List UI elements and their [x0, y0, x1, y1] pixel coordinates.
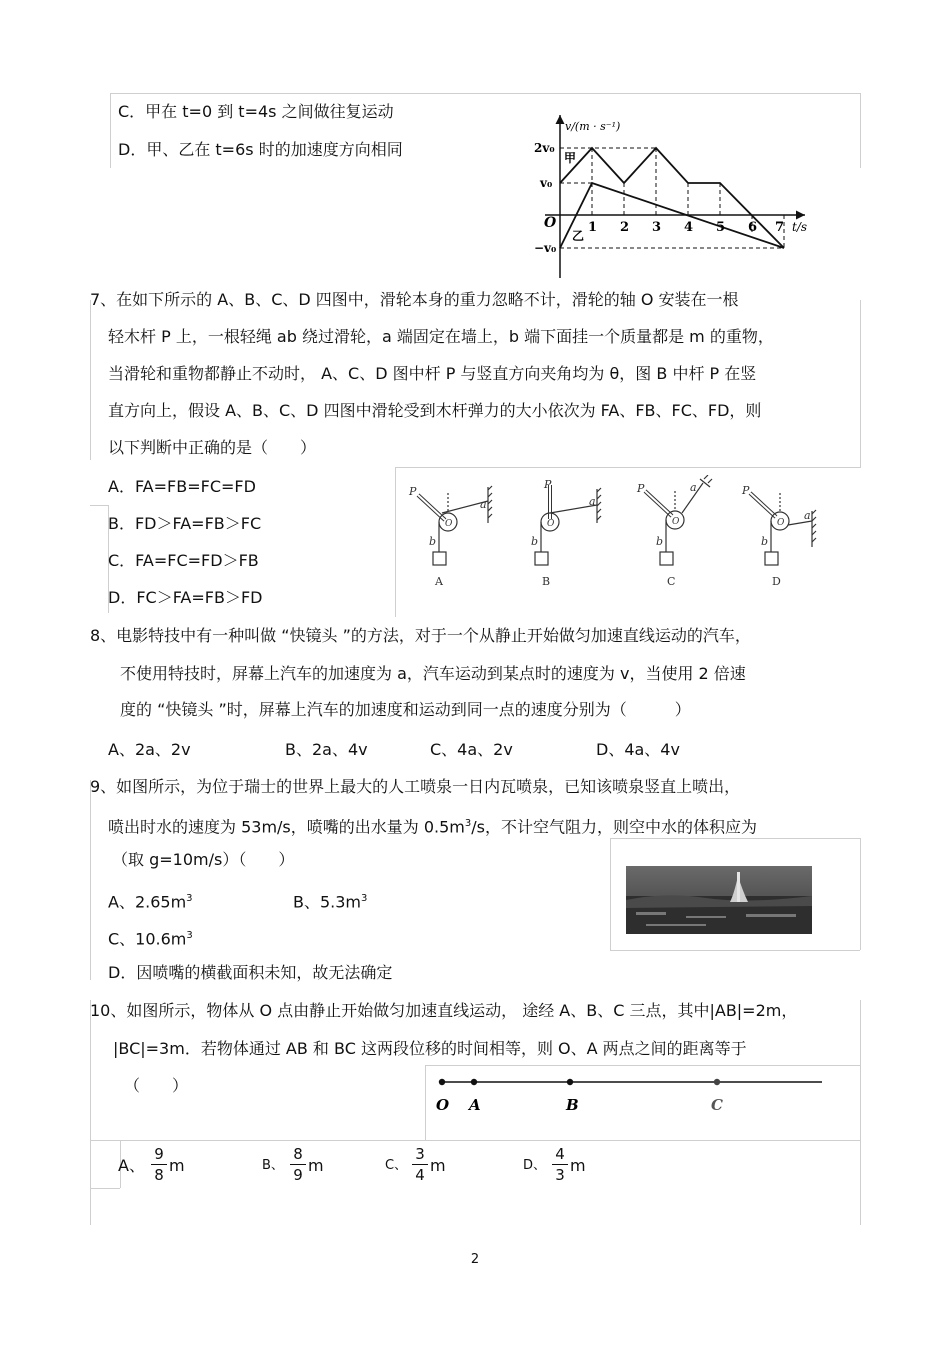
label-a: a: [480, 498, 487, 511]
q10-option-d-unit: m: [570, 1156, 586, 1175]
point-b-label: B: [566, 1096, 579, 1114]
frame-line: [90, 505, 108, 506]
pulley-figure-d: [750, 493, 816, 565]
point-o-label: O: [436, 1096, 450, 1114]
label-a: a: [589, 495, 596, 508]
y-tick-neg-v0: −v₀: [534, 241, 557, 255]
denominator: 8: [154, 1166, 164, 1184]
y-tick-2v0: 2v₀: [534, 141, 555, 155]
velocity-time-graph: [520, 100, 820, 285]
q7-line-2: 轻木杆 P 上，一根轻绳 ab 绕过滑轮，a 端固定在墙上，b 端下面挂一个质量都是 m 的重物，: [108, 327, 774, 346]
q10-option-b-unit: m: [308, 1156, 324, 1175]
label-p: P: [544, 478, 552, 491]
q10-line-2: |BC|=3m．若物体通过 AB 和 BC 这两段位移的时间相等，则 O、A 两点之间的距离等于: [113, 1039, 747, 1058]
q6-option-c: C．甲在 t=0 到 t=4s 之间做往复运动: [118, 102, 394, 121]
q8-option-a: A、2a、2v: [108, 740, 191, 759]
frame-line: [90, 1000, 91, 1225]
q10-option-b-fraction: [290, 1145, 306, 1184]
x-tick: 2: [620, 220, 630, 235]
q10-option-c-prefix: C、: [385, 1158, 408, 1173]
q6-option-d: D．甲、乙在 t=6s 时的加速度方向相同: [118, 140, 403, 159]
x-tick: 5: [716, 220, 726, 235]
y-tick-v0: v₀: [540, 176, 553, 190]
label-p: P: [637, 482, 645, 495]
q9-option-a: [108, 889, 193, 912]
frame-line: [610, 838, 860, 839]
pulley-figures: [400, 475, 840, 600]
q7-option-b: B．FD＞FA=FB＞FC: [108, 514, 262, 533]
label-b: b: [531, 535, 539, 548]
q9-option-b-text: B、5.3m: [293, 892, 362, 912]
q8-option-d: D、4a、4v: [596, 740, 680, 759]
label-b: b: [429, 535, 437, 548]
label-a: a: [804, 509, 811, 522]
q9-option-c-sup: 3: [186, 930, 193, 941]
fountain-photo: [626, 866, 812, 934]
frame-line: [610, 838, 611, 950]
q10-option-a-fraction: [151, 1145, 167, 1184]
x-tick: 6: [748, 220, 758, 235]
frame-line: [860, 838, 861, 950]
q10-option-c-fraction: [412, 1145, 428, 1184]
label-o: O: [445, 519, 453, 529]
q7-line-4: 直方向上，假设 A、B、C、D 四图中滑轮受到木杆弹力的大小依次为 FA、FB、FC、FD，则: [108, 401, 762, 420]
numerator: 9: [154, 1145, 164, 1163]
label-p: P: [409, 485, 417, 498]
q8-line-1: 8、电影特技中有一种叫做 “快镜头 ”的方法，对于一个从静止开始做匀加速直线运动的汽车，: [90, 626, 751, 645]
label-o: O: [547, 519, 555, 529]
q10-option-a-unit: m: [169, 1156, 185, 1175]
q7-option-c: C．FA=FC=FD＞FB: [108, 551, 259, 570]
q7-option-a: A．FA=FB=FC=FD: [108, 477, 256, 496]
frame-line: [90, 1188, 120, 1189]
q10-option-b-prefix: B、: [262, 1158, 284, 1173]
label-p: P: [742, 484, 750, 497]
frame-line: [110, 93, 860, 94]
label-jia: 甲: [564, 151, 577, 165]
q9-option-b-sup: 3: [361, 893, 368, 904]
q9-line-2a: 喷出时水的速度为 53m/s，喷嘴的出水量为 0.5m: [108, 817, 465, 837]
frame-line: [610, 950, 860, 951]
frame-line: [395, 467, 860, 468]
q10-option-d-fraction: [552, 1145, 568, 1184]
frame-line: [860, 300, 861, 468]
label-o: O: [777, 518, 785, 528]
y-axis-label: v/(m · s⁻¹): [565, 120, 621, 133]
denominator: 3: [555, 1166, 565, 1184]
label-o: O: [672, 517, 680, 527]
point-c-label: C: [711, 1096, 723, 1114]
x-tick: 1: [588, 220, 598, 235]
frame-line: [395, 467, 396, 617]
numerator: 8: [293, 1145, 303, 1163]
q7-line-1: 7、在如下所示的 A、B、C、D 四图中，滑轮本身的重力忽略不计，滑轮的轴 O 安装在一根: [90, 290, 739, 309]
figure-caption-d: D: [772, 575, 781, 588]
q8-option-b: B、2a、4v: [285, 740, 368, 759]
frame-line: [860, 93, 861, 168]
label-b: b: [656, 535, 664, 548]
q7-option-d: D．FC＞FA=FB＞FD: [108, 588, 263, 607]
q10-option-d-prefix: D、: [523, 1158, 547, 1173]
q9-line-1: 9、如图所示，为位于瑞士的世界上最大的人工喷泉一日内瓦喷泉，已知该喷泉竖直上喷出，: [90, 777, 741, 796]
q9-option-c: [108, 926, 193, 949]
q9-line-2-sup: 3: [464, 818, 472, 829]
q9-option-d: D．因喷嘴的横截面积未知，故无法确定: [108, 963, 393, 982]
numerator: 3: [415, 1145, 425, 1163]
q7-line-5: 以下判断中正确的是（ ）: [108, 438, 317, 457]
frame-line: [425, 1065, 860, 1066]
q9-line-2: [108, 814, 757, 837]
x-tick: 7: [775, 220, 785, 235]
label-b: b: [761, 535, 769, 548]
page-number: 2: [470, 1252, 480, 1267]
frame-line: [90, 1140, 860, 1141]
q8-line-3: 度的 “快镜头 ”时，屏幕上汽车的加速度和运动到同一点的速度分别为（ ）: [120, 700, 691, 719]
q9-option-c-text: C、10.6m: [108, 929, 187, 949]
denominator: 9: [293, 1166, 303, 1184]
q10-line-1: 10、如图所示，物体从 O 点由静止开始做匀加速直线运动， 途经 A、B、C 三点，其中|AB|=2m，: [90, 1001, 798, 1020]
point-a-label: A: [469, 1096, 481, 1114]
number-line-figure: [432, 1070, 827, 1120]
q9-line-3: （取 g=10m/s）（ ）: [112, 850, 295, 869]
numerator: 4: [555, 1145, 565, 1163]
label-yi: 乙: [572, 229, 585, 243]
x-tick: 3: [652, 220, 662, 235]
q9-option-b: [293, 889, 367, 912]
x-axis-label: t/s: [792, 220, 808, 234]
q10-option-c-unit: m: [430, 1156, 446, 1175]
x-tick: 4: [684, 220, 694, 235]
q10-option-a-prefix: A、: [118, 1156, 145, 1175]
frame-line: [110, 93, 111, 168]
q9-option-a-sup: 3: [186, 893, 193, 904]
q8-line-2: 不使用特技时，屏幕上汽车的加速度为 a，汽车运动到某点时的速度为 v，当使用 2 倍速: [120, 664, 746, 683]
frame-line: [860, 1000, 861, 1225]
x-ticks: [588, 220, 784, 235]
q10-line-3: （ ）: [124, 1076, 189, 1095]
frame-line: [90, 300, 91, 460]
origin-label: O: [544, 215, 557, 231]
label-a: a: [690, 481, 697, 494]
figure-caption-a: A: [435, 575, 443, 588]
denominator: 4: [415, 1166, 425, 1184]
frame-line: [425, 1065, 426, 1140]
figure-caption-c: C: [667, 575, 676, 588]
q8-option-c: C、4a、2v: [430, 740, 513, 759]
q9-option-a-text: A、2.65m: [108, 892, 187, 912]
q7-line-3: 当滑轮和重物都静止不动时， A、C、D 图中杆 P 与竖直方向夹角均为 θ，图 B 中杆 P 在竖: [108, 364, 757, 383]
q9-line-2b: /s，不计空气阻力，则空中水的体积应为: [471, 817, 757, 837]
figure-caption-b: B: [542, 575, 551, 588]
frame-line: [90, 780, 91, 980]
